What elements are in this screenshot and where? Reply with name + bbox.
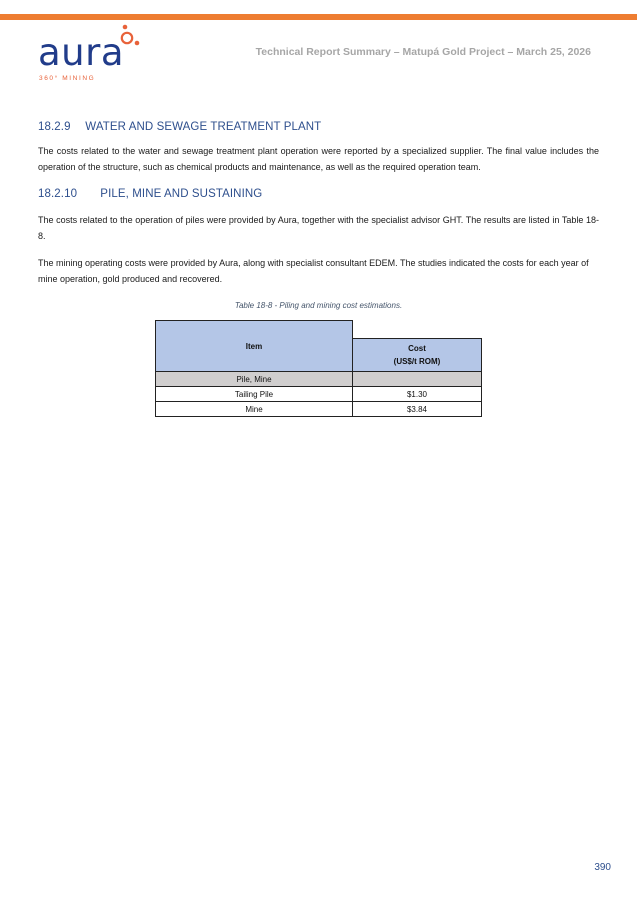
cost-cell: $1.30: [353, 387, 482, 402]
group-empty-cell: [353, 372, 482, 387]
cost-header-line1: Cost: [408, 344, 426, 353]
logo-mark-icon: [118, 22, 142, 48]
table-group-row: [156, 372, 482, 387]
aura-logo: [38, 22, 148, 84]
item-cell: Mine: [156, 402, 353, 417]
section-heading-18-2-9: [38, 121, 321, 133]
cost-cell: $3.84: [353, 402, 482, 417]
header-spacer: [353, 321, 482, 339]
paragraph: The costs related to the water and sewage treatment plant operation were reported by a specialized supplier. The final value includes the operation of the structure, such as chemical products and maintenance, as well as the required operation team.: [38, 146, 599, 172]
header-accent-bar: [0, 14, 637, 20]
paragraph: The costs related to the operation of piles were provided by Aura, together with the specialist advisor GHT. The results are listed in Table 18-8.: [38, 215, 599, 241]
section-title: WATER AND SEWAGE TREATMENT PLANT: [85, 121, 322, 133]
cost-header-line2: (US$/t ROM): [393, 357, 441, 366]
table-caption: Table 18-8 - Piling and mining cost estimations.: [234, 301, 403, 310]
paragraph: The mining operating costs were provided by Aura, along with specialist consultant EDEM. The studies indicated the costs for each year of mine operation, gold produced and recovered.: [38, 258, 589, 284]
table-row: [156, 387, 482, 402]
logo-subtitle: 360° MINING: [39, 75, 96, 82]
group-label: Pile, Mine: [156, 372, 353, 387]
section-title: PILE, MINE AND SUSTAINING: [100, 188, 263, 200]
item-cell: Tailing Pile: [156, 387, 353, 402]
table-row: [156, 402, 482, 417]
page-number: 390: [594, 862, 611, 873]
column-header-cost: [353, 339, 482, 372]
section-number: 18.2.9: [38, 121, 71, 133]
column-header-item: Item: [156, 321, 353, 372]
section-number: 18.2.10: [38, 188, 78, 200]
cost-table: [155, 320, 482, 417]
report-header-title: Technical Report Summary – Matupá Gold Project – March 25, 2026: [255, 46, 591, 58]
section-heading-18-2-10: [38, 188, 262, 200]
logo-wordmark: aura: [38, 31, 125, 74]
